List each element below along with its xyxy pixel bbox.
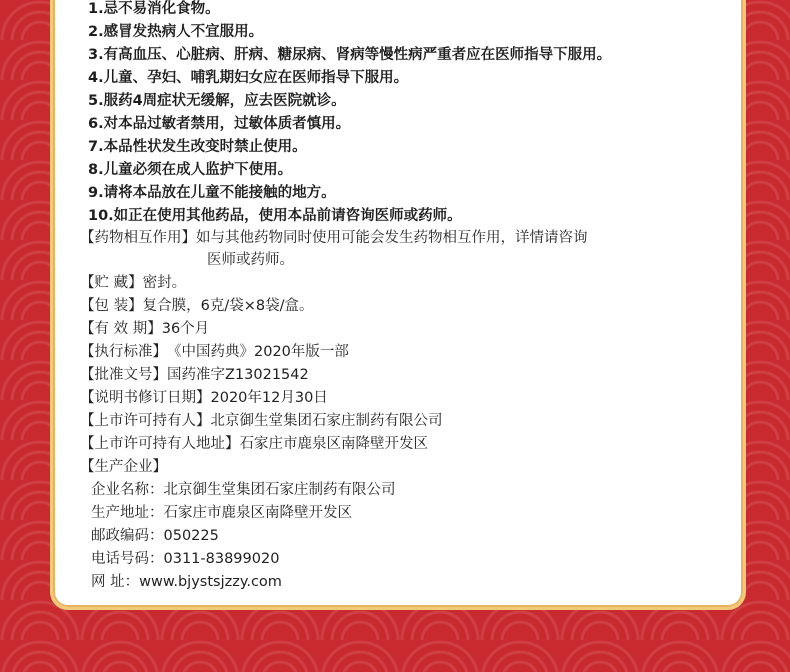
holder-address-value: 石家庄市鹿泉区南降壁开发区 bbox=[239, 436, 428, 452]
interaction-label: 【药物相互作用】 bbox=[80, 230, 196, 246]
manufacturer-phone: 电话号码：0311-83899020 bbox=[91, 551, 280, 567]
precaution-item: 1.忌不易消化食物。 bbox=[88, 1, 220, 17]
validity-value: 36个月 bbox=[161, 321, 210, 337]
revision-value: 2020年12月30日 bbox=[210, 390, 328, 406]
package-value: 复合膜，6克/袋×8袋/盒。 bbox=[142, 298, 314, 314]
storage-label: 【贮 藏】 bbox=[80, 275, 143, 291]
precaution-item: 6.对本品过敏者禁用，过敏体质者慎用。 bbox=[88, 116, 351, 132]
revision-label: 【说明书修订日期】 bbox=[80, 390, 211, 406]
standard-value: 《中国药典》2020年版一部 bbox=[167, 344, 349, 360]
package-label: 【包 装】 bbox=[80, 298, 143, 314]
package-row bbox=[80, 294, 313, 315]
standard-label: 【执行标准】 bbox=[80, 344, 167, 360]
manufacturer-website[interactable]: 网 址：www.bjystsjzzy.com bbox=[91, 574, 282, 590]
precaution-item: 10.如正在使用其他药品，使用本品前请咨询医师或药师。 bbox=[88, 208, 462, 224]
precaution-item: 3.有高血压、心脏病、肝病、糖尿病、肾病等慢性病严重者应在医师指导下服用。 bbox=[88, 47, 612, 63]
approval-row bbox=[80, 363, 309, 384]
precaution-item: 5.服药4周症状无缓解，应去医院就诊。 bbox=[88, 93, 346, 109]
manufacturer-label: 【生产企业】 bbox=[80, 459, 167, 475]
approval-value: 国药准字Z13021542 bbox=[167, 367, 309, 383]
storage-value: 密封。 bbox=[142, 275, 187, 291]
holder-row bbox=[80, 409, 443, 430]
approval-label: 【批准文号】 bbox=[80, 367, 167, 383]
interaction-row bbox=[80, 226, 588, 247]
manufacturer-name: 企业名称：北京御生堂集团石家庄制药有限公司 bbox=[91, 482, 396, 498]
holder-value: 北京御生堂集团石家庄制药有限公司 bbox=[210, 413, 443, 429]
validity-label: 【有 效 期】 bbox=[80, 321, 162, 337]
interaction-text: 如与其他药物同时使用可能会发生药物相互作用，详情请咨询 bbox=[196, 230, 588, 246]
precaution-item: 4.儿童、孕妇、哺乳期妇女应在医师指导下服用。 bbox=[88, 70, 409, 86]
precaution-item: 7.本品性状发生改变时禁止使用。 bbox=[88, 139, 307, 155]
interaction-text-cont: 医师或药师。 bbox=[207, 252, 294, 268]
standard-row bbox=[80, 340, 349, 361]
revision-row bbox=[80, 386, 328, 407]
storage-row bbox=[80, 271, 186, 292]
validity-row bbox=[80, 317, 209, 338]
precaution-item: 9.请将本品放在儿童不能接触的地方。 bbox=[88, 185, 336, 201]
manufacturer-address: 生产地址：石家庄市鹿泉区南降壁开发区 bbox=[91, 505, 352, 521]
holder-address-label: 【上市许可持有人地址】 bbox=[80, 436, 240, 452]
holder-address-row bbox=[80, 432, 428, 453]
holder-label: 【上市许可持有人】 bbox=[80, 413, 211, 429]
precaution-item: 2.感冒发热病人不宜服用。 bbox=[88, 24, 264, 40]
precaution-item: 8.儿童必须在成人监护下使用。 bbox=[88, 162, 293, 178]
manufacturer-postcode: 邮政编码：050225 bbox=[91, 528, 219, 544]
